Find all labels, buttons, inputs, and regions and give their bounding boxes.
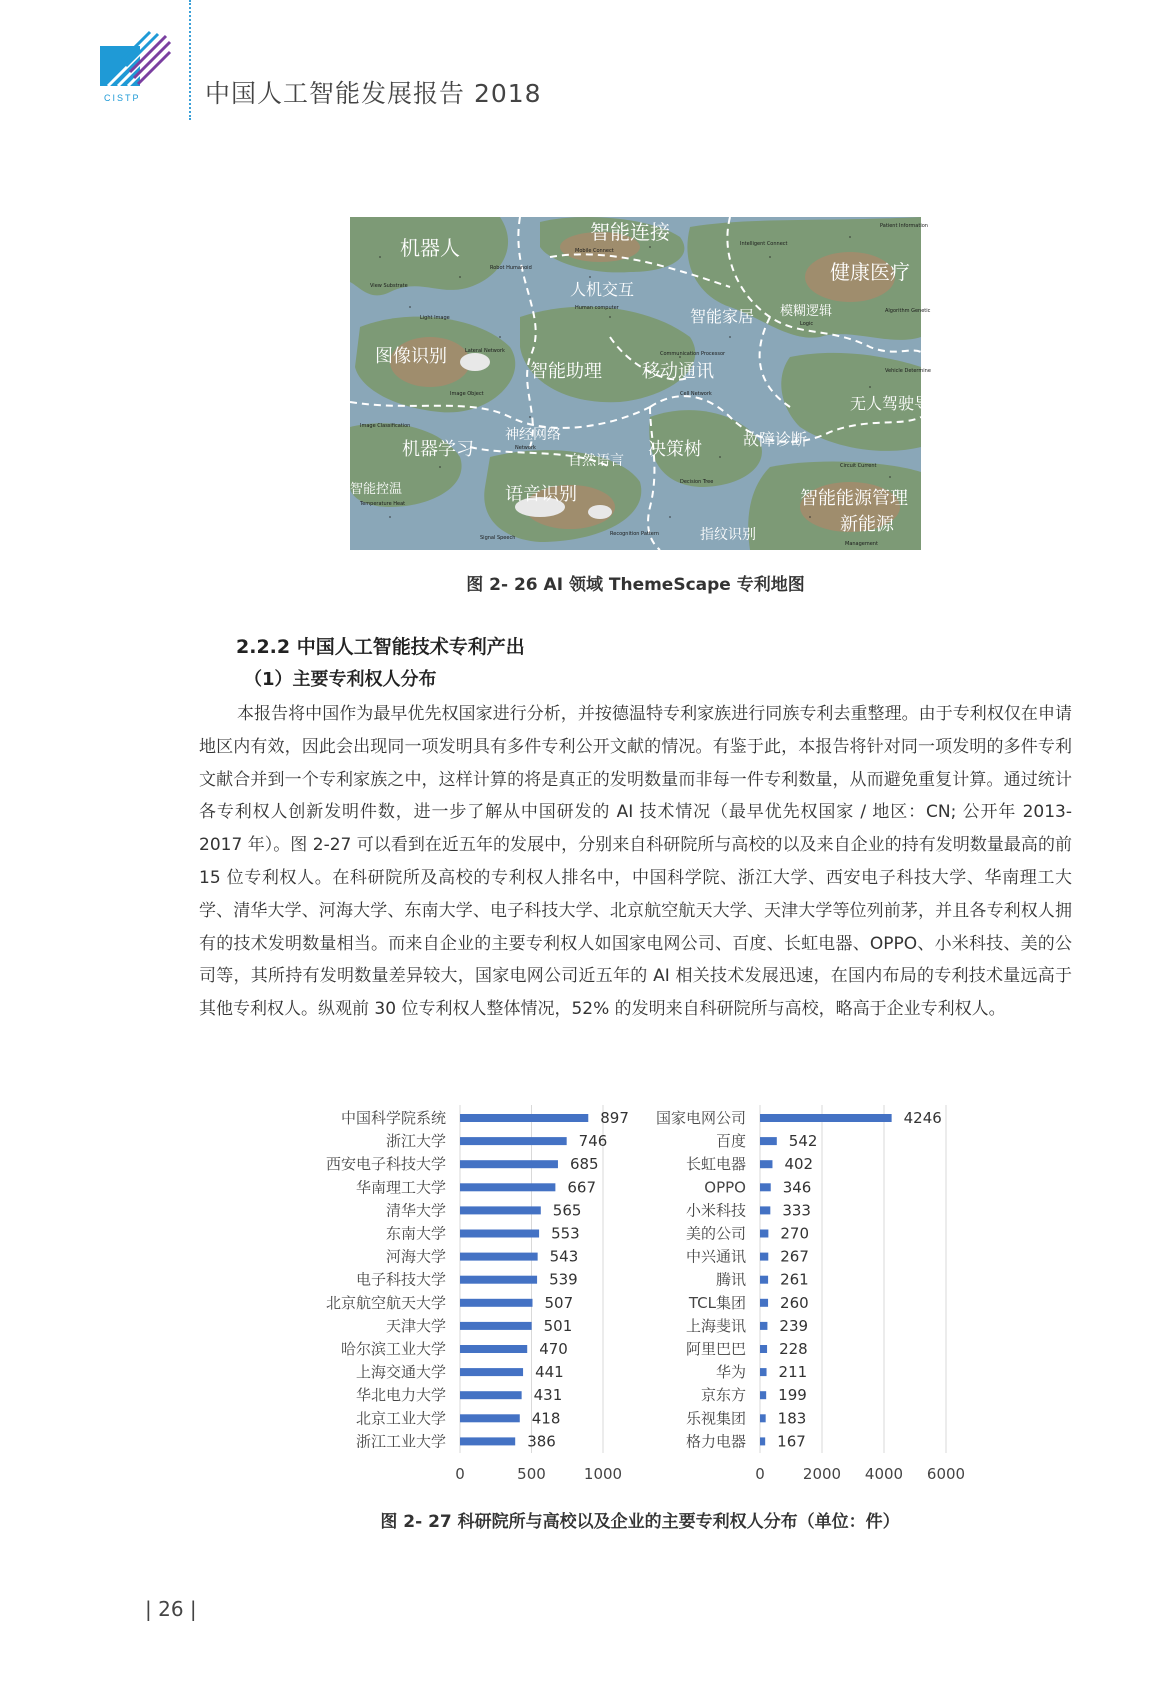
svg-text:Network: Network [515,445,536,451]
research-bar [460,1322,532,1330]
svg-text:Communication Processor: Communication Processor [660,351,726,357]
enterprise-category-label: 腾讯 [715,1270,746,1289]
enterprise-value-label: 199 [778,1386,807,1405]
research-value-label: 746 [578,1132,608,1151]
research-value-label: 667 [567,1178,597,1197]
enterprise-bar [760,1183,771,1191]
map-label-speech: 语音识别 [505,484,577,505]
map-label-health: 健康医疗 [830,260,910,284]
enterprise-category-label: 国家电网公司 [655,1109,746,1127]
svg-text:Cell Network: Cell Network [680,391,712,397]
enterprise-bar [760,1414,766,1422]
page-number-value: 26 [158,1597,184,1621]
enterprise-bar [760,1322,767,1330]
enterprise-tick-label: 0 [755,1465,765,1483]
enterprise-bar [760,1299,768,1307]
enterprise-category-label: 长虹电器 [685,1155,746,1174]
enterprise-tick-label: 4000 [864,1465,904,1483]
enterprise-bar [760,1368,767,1376]
research-bar [460,1299,533,1307]
enterprise-value-label: 4246 [903,1109,942,1127]
enterprise-value-label: 261 [780,1270,809,1289]
enterprise-value-label: 402 [784,1155,814,1174]
svg-text:Lateral Network: Lateral Network [465,348,505,354]
svg-text:Robot Humanoid: Robot Humanoid [490,265,532,271]
svg-text:Temperature Heat: Temperature Heat [360,501,406,507]
header-title: 中国人工智能发展报告 2018 [205,79,542,108]
enterprise-category-label: 中兴通讯 [685,1247,746,1266]
research-category-label: 清华大学 [385,1201,446,1220]
themescape-map [350,217,947,550]
enterprise-value-label: 183 [777,1409,807,1428]
enterprise-tick-label: 2000 [802,1465,842,1483]
enterprise-bar [760,1391,766,1399]
research-category-label: 华北电力大学 [355,1386,446,1405]
page-number: | 26 | [145,1597,197,1621]
enterprise-value-label: 267 [780,1247,809,1266]
research-category-label: 浙江工业大学 [355,1432,446,1451]
map-label-nlp: 自然语言 [568,453,624,469]
map-label-mobile: 移动通讯 [642,361,714,382]
research-bar [460,1137,567,1145]
enterprise-value-label: 333 [782,1201,811,1220]
svg-text:Intelligent Connect: Intelligent Connect [740,241,788,247]
research-bar [460,1414,520,1422]
enterprise-category-label: 美的公司 [685,1224,746,1243]
research-bar [460,1437,515,1445]
svg-text:Image Classification: Image Classification [360,423,411,429]
map-label-nn: 神经网络 [505,427,561,443]
research-bar [460,1206,541,1214]
map-label-diag: 故障诊断 [743,430,808,449]
research-category-label: 东南大学 [385,1224,446,1243]
enterprise-category-label: 京东方 [700,1386,746,1405]
research-value-label: 507 [544,1293,574,1312]
research-value-label: 441 [535,1363,564,1382]
enterprise-category-label: 乐视集团 [685,1409,746,1428]
research-category-label: 西安电子科技大学 [325,1155,446,1174]
research-category-label: 北京工业大学 [355,1409,446,1428]
map-label-energy: 智能能源管理 [800,488,908,509]
research-category-label: 浙江大学 [385,1132,446,1151]
svg-text:Logic: Logic [800,321,814,327]
enterprise-value-label: 270 [780,1224,810,1243]
enterprise-category-label: 阿里巴巴 [685,1340,746,1358]
research-value-label: 431 [533,1386,563,1405]
research-bar [460,1253,538,1261]
enterprise-tick-label: 6000 [926,1465,966,1483]
svg-text:Vehicle Determine: Vehicle Determine [885,368,931,374]
enterprise-bar [760,1206,770,1214]
map-label-fuzzy: 模糊逻辑 [780,304,833,319]
map-label-ml: 机器学习 [402,439,474,460]
research-value-label: 418 [531,1409,561,1428]
enterprise-value-label: 260 [780,1293,809,1312]
map-label-image: 图像识别 [375,346,447,367]
enterprise-value-label: 167 [777,1432,806,1451]
map-label-finger: 指纹识别 [700,527,756,543]
svg-text:Circuit Current: Circuit Current [840,463,877,469]
svg-text:Human computer: Human computer [575,305,619,311]
research-value-label: 470 [539,1340,568,1358]
research-value-label: 685 [569,1155,599,1174]
svg-text:Management: Management [845,541,878,547]
enterprise-category-label: OPPO [704,1178,746,1197]
research-category-label: 哈尔滨工业大学 [340,1340,446,1358]
research-tick-label: 0 [455,1465,465,1483]
figure-27-caption: 图 2- 27 科研院所与高校以及企业的主要专利权人分布（单位：件） [380,1512,900,1532]
svg-text:Recognition Pattern: Recognition Pattern [610,531,660,537]
enterprise-category-label: 百度 [715,1132,746,1151]
patent-holder-chart [300,1105,980,1500]
section-title: 2.2.2 中国人工智能技术专利产出 [236,636,525,658]
research-tick-label: 1000 [583,1465,623,1483]
map-label-hci: 人机交互 [570,280,635,299]
research-category-label: 华南理工大学 [355,1178,446,1197]
research-value-label: 539 [549,1270,578,1289]
map-label-newenergy: 新能源 [840,514,894,535]
svg-text:Light Image: Light Image [420,315,450,321]
enterprise-bar [760,1437,765,1445]
enterprise-category-label: 华为 [715,1363,746,1382]
header-divider [189,0,191,120]
research-bar [460,1391,522,1399]
svg-text:Mobile Connect: Mobile Connect [575,248,614,254]
enterprise-value-label: 239 [779,1316,809,1335]
research-category-label: 北京航空航天大学 [325,1293,446,1312]
research-value-label: 543 [549,1247,579,1266]
research-category-label: 电子科技大学 [355,1270,446,1289]
enterprise-bar [760,1137,777,1145]
map-label-driverless: 无人驾驶导航 [850,394,947,413]
enterprise-category-label: TCL集团 [688,1293,746,1312]
research-value-label: 553 [551,1224,580,1243]
map-label-connect: 智能连接 [590,220,670,244]
enterprise-value-label: 211 [778,1363,808,1382]
enterprise-bar [760,1253,768,1261]
enterprise-bar [760,1230,768,1238]
research-category-label: 天津大学 [385,1316,446,1335]
svg-text:View Substrate: View Substrate [370,283,408,289]
enterprise-value-label: 346 [782,1178,812,1197]
svg-text:Signal Speech: Signal Speech [480,535,516,541]
map-label-temp: 智能控温 [350,482,403,497]
research-tick-label: 500 [517,1465,546,1483]
research-value-label: 501 [543,1316,573,1335]
research-bar [460,1230,539,1238]
enterprise-value-label: 228 [779,1340,808,1358]
research-bar [460,1345,527,1353]
svg-text:Decision Tree: Decision Tree [680,479,714,485]
figure-26-caption: 图 2- 26 AI 领域 ThemeScape 专利地图 [466,575,805,595]
research-bar [460,1183,555,1191]
research-bar [460,1368,523,1376]
research-bar [460,1276,537,1284]
research-category-label: 上海交通大学 [355,1363,446,1382]
research-category-label: 河海大学 [385,1247,446,1266]
research-value-label: 565 [552,1201,582,1220]
enterprise-value-label: 542 [788,1132,818,1151]
enterprise-bar [760,1345,767,1353]
enterprise-category-label: 格力电器 [685,1432,746,1451]
enterprise-category-label: 上海斐讯 [685,1316,746,1335]
map-label-decision: 决策树 [648,439,702,460]
body-paragraph: 本报告将中国作为最早优先权国家进行分析，并按德温特专利家族进行同族专利去重整理。由于专利权仅在申请地区内有效，因此会出现同一项发明具有多件专利公开文献的情况。有鉴于此，本报告将针对同一项发明的多件专利文献合并到一个专利家族之中，这样计算的将是真正的发明数量而非每一件专利数量，从而避免重复计算。通过统计各专利权人创新发明件数，进一步了解从中国研发的 AI 技术情况（最早优先权国家 / 地区：CN; 公开年 2013-2017 年）。图 2-27 可以看到在近五年的发展中，分别来自科研院所与高校的以及来自企业的持有发明数量最高的前 15 位专利权人。在科研院所及高校的专利权人排名中，中国科学院、浙江大学、西安电子科技大学、华南理工大学、清华大学、河海大学、东南大学、电子科技大学、北京航空航天大学、天津大学等位列前茅，并且各专利权人拥有的技术发明数量相当。而来自企业的主要专利权人如国家电网公司、百度、长虹电器、OPPO、小米科技、美的公司等，其所持有发明数量差异较大，国家电网公司近五年的 AI 相关技术发展迅速，在国内布局的专利技术量远高于其他专利权人。纵观前 30 位专利权人整体情况，52% 的发明来自科研院所与高校，略高于企业专利权人。 [199,704,1072,1020]
svg-text:Image Object: Image Object [450,391,484,397]
enterprise-bar [760,1114,892,1122]
enterprise-bar [760,1160,772,1168]
svg-text:Patient Information: Patient Information [880,223,928,229]
research-category-label: 中国科学院系统 [340,1109,446,1127]
research-bar [460,1114,588,1122]
enterprise-category-label: 小米科技 [685,1201,746,1220]
enterprise-bar [760,1276,768,1284]
map-label-assistant: 智能助理 [530,361,602,382]
cistp-logo [100,28,170,108]
map-label-home: 智能家居 [690,307,755,326]
research-value-label: 386 [527,1432,556,1451]
svg-text:Algorithm Genetic: Algorithm Genetic [885,308,931,314]
svg-text:CISTP: CISTP [104,93,141,103]
section-subtitle: （1）主要专利权人分布 [244,669,437,690]
map-label-robot: 机器人 [400,236,460,260]
research-value-label: 897 [600,1109,629,1127]
research-bar [460,1160,558,1168]
